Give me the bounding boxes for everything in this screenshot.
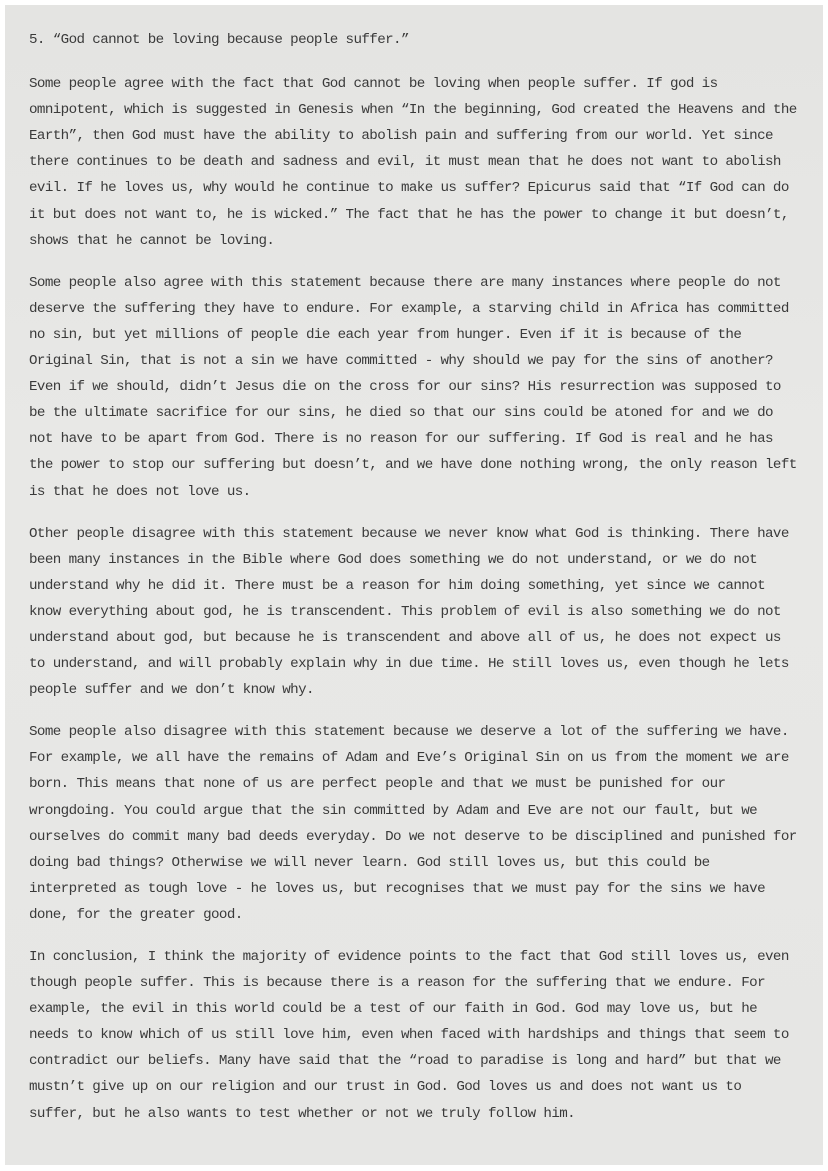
paragraph-disagree-deserved-suffering: Some people also disagree with this statement because we deserve a lot of the suffering we have. For example, we all have the remains of Adam and Eve’s Original Sin on us from the moment we are born. This means that none of us are perfect people and that we must be punished for our wrongdoing. You could argue that the sin committed by Adam and Eve are not our fault, but we ourselves do commit many bad deeds everyday. Do we not deserve to be disciplined and punished for doing bad things? Otherwise we will never learn. God still loves us, but this could be interpreted as tough love - he loves us, but recognises that we must pay for the sins we have done, for the greater good.	[29, 724, 797, 923]
paragraph-agree-omnipotence: Some people agree with the fact that God cannot be loving when people suffer. If god is omnipotent, which is suggested in Genesis when “In the beginning, God created the Heavens and the Earth”, then God must have the ability to abolish pain and suffering from our world. Yet since there continues to be death and sadness and evil, it must mean that he does not want to abolish evil. If he loves us, why would he continue to make us suffer? Epicurus said that “If God can do it but does not want to, he is wicked.” The fact that he has the power to change it but doesn’t, shows that he cannot be loving.	[29, 76, 797, 249]
paragraph-conclusion: In conclusion, I think the majority of evidence points to the fact that God still loves us, even though people suffer. This is because there is a reason for the suffering that we endure. For example, the evil in this world could be a test of our faith in God. God may love us, but he needs to know which of us still love him, even when faced with hardships and things that seem to contradict our beliefs. Many have said that the “road to paradise is long and hard” but that we mustn’t give up on our religion and our trust in God. God loves us and does not want us to suffer, but he also wants to test whether or not we truly follow him.	[29, 949, 789, 1122]
document-body	[29, 27, 804, 1143]
essay-question-title: 5. “God cannot be loving because people suffer.”	[29, 32, 409, 48]
paragraph-agree-undeserved-suffering: Some people also agree with this statement because there are many instances where people do not deserve the suffering they have to endure. For example, a starving child in Africa has committed no sin, but yet millions of people die each year from hunger. Even if it is because of the Original Sin, that is not a sin we have committed - why should we pay for the sins of another? Even if we should, didn’t Jesus die on the cross for our sins? His resurrection was supposed to be the ultimate sacrifice for our sins, he died so that our sins could be atoned for and we do not have to be apart from God. There is no reason for our suffering. If God is real and he has the power to stop our suffering but doesn’t, and we have done nothing wrong, the only reason left is that he does not love us.	[29, 274, 797, 500]
scanned-page	[5, 5, 823, 1165]
paragraph-disagree-transcendence: Other people disagree with this statement because we never know what God is thinking. There have been many instances in the Bible where God does something we do not understand, or we do not understand why he did it. There must be a reason for him doing something, yet since we cannot know everything about god, he is transcendent. This problem of evil is also something we do not understand about god, but because he is transcendent and above all of us, he does not expect us to understand, and will probably explain why in due time. He still loves us, even though he lets people suffer and we don’t know why.	[29, 525, 789, 699]
